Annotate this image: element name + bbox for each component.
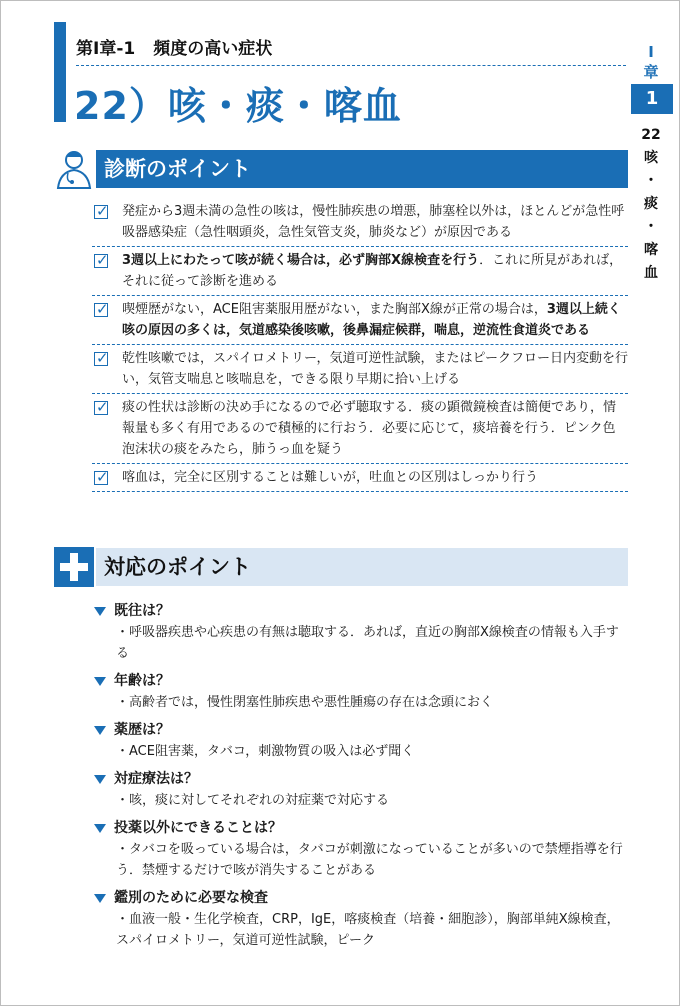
- diagnosis-text: 3週以上にわたって咳が続く場合は，必ず胸部X線検査を行う: [122, 253, 480, 268]
- side-section-char: ・: [644, 173, 658, 189]
- diagnosis-item: [92, 394, 628, 464]
- side-chapter-kanji: 章: [643, 63, 659, 81]
- response-item-body: ・高齢者では，慢性閉塞性肺疾患や悪性腫瘍の存在は念頭におく: [116, 695, 494, 710]
- response-item-body: ・咳，痰に対してそれぞれの対症薬で対応する: [116, 793, 390, 808]
- side-section-number: 22: [641, 127, 661, 143]
- response-item-title: [92, 768, 628, 790]
- checkbox-icon: [94, 401, 108, 415]
- response-item-title: [92, 670, 628, 692]
- divider: [76, 65, 626, 66]
- chapter-label: 第Ⅰ章-1: [76, 39, 136, 59]
- side-section-char: 咳: [644, 150, 658, 166]
- triangle-down-icon: [94, 824, 106, 833]
- side-chapter-roman: Ⅰ: [648, 43, 654, 61]
- plus-icon: [54, 547, 94, 587]
- chapter-heading: [76, 34, 272, 59]
- response-heading: 対応のポイント: [96, 548, 628, 586]
- response-item: [92, 719, 628, 762]
- response-item: [92, 768, 628, 811]
- triangle-down-icon: [94, 726, 106, 735]
- side-section-char: 痰: [644, 196, 658, 212]
- response-item: [92, 600, 628, 664]
- response-item-title-text: 対症療法は？: [114, 771, 198, 787]
- diagnosis-item: [92, 296, 628, 345]
- checkbox-icon: [94, 471, 108, 485]
- response-item: [92, 817, 628, 881]
- title-accent-bar: [54, 22, 66, 122]
- checkbox-icon: [94, 205, 108, 219]
- response-item-title-text: 鑑別のために必要な検査: [114, 890, 268, 906]
- diagnosis-item: [92, 464, 628, 492]
- response-item-title-text: 薬歴は？: [114, 722, 170, 738]
- response-item-title-text: 既往は？: [114, 603, 170, 619]
- response-item-title-text: 年齢は？: [114, 673, 170, 689]
- side-section-char: ・: [644, 219, 658, 235]
- response-item-body: ・タバコを吸っている場合は，タバコが刺激になっていることが多いので禁煙指導を行う．禁煙するだけで咳が消失することがある: [116, 842, 623, 878]
- side-section-label: [631, 124, 671, 285]
- doctor-icon: [54, 146, 94, 190]
- diagnosis-text: ．これに所見があれば，それに従って診断を進める: [122, 253, 623, 289]
- triangle-down-icon: [94, 775, 106, 784]
- side-chapter-label: [631, 42, 671, 82]
- response-list: [92, 600, 628, 957]
- diagnosis-text: 乾性咳嗽では，スパイロメトリー，気道可逆性試験，またはピークフロー日内変動を行い，気管支喘息と咳喘息を，できる限り早期に拾い上げる: [122, 351, 628, 387]
- diagnosis-item: [92, 345, 628, 394]
- response-item-title: [92, 600, 628, 622]
- diagnosis-text: 発症から3週未満の急性の咳は，慢性肺疾患の増悪，肺塞栓以外は，ほとんどが急性呼吸器感染症（急性咽頭炎，急性気管支炎，肺炎など）が原因である: [122, 204, 625, 240]
- page-title: 22）咳・痰・喀血: [74, 84, 402, 128]
- response-item-title: [92, 887, 628, 909]
- response-item-body: ・ACE阻害薬，タバコ，刺激物質の吸入は必ず聞く: [116, 744, 415, 759]
- response-item-body: ・血液一般・生化学検査，CRP，IgE，喀痰検査（培養・細胞診），胸部単純X線検査，スパイロメトリー，気道可逆性試験，ピーク: [116, 912, 620, 948]
- response-item-body: ・呼吸器疾患や心疾患の有無は聴取する．あれば，直近の胸部X線検査の情報も入手する: [116, 625, 619, 661]
- diagnosis-text: 痰の性状は診断の決め手になるので必ず聴取する．痰の顕微鏡検査は簡便であり，情報量も多く有用であるので積極的に行おう．必要に応じて，痰培養を行う．ピンク色泡沫状の痰をみたら，肺うっ血を疑う: [122, 400, 617, 457]
- side-section-char: 血: [644, 265, 658, 281]
- checkbox-icon: [94, 303, 108, 317]
- checkbox-icon: [94, 352, 108, 366]
- response-item-title: [92, 817, 628, 839]
- response-item: [92, 887, 628, 951]
- response-item-title-text: 投薬以外にできることは？: [114, 820, 282, 836]
- diagnosis-heading: 診断のポイント: [96, 150, 628, 188]
- diagnosis-item: [92, 198, 628, 247]
- triangle-down-icon: [94, 677, 106, 686]
- triangle-down-icon: [94, 607, 106, 616]
- checkbox-icon: [94, 254, 108, 268]
- triangle-down-icon: [94, 894, 106, 903]
- side-chapter-number: 1: [631, 84, 673, 114]
- diagnosis-item: [92, 247, 628, 296]
- response-item-title: [92, 719, 628, 741]
- chapter-section: 頻度の高い症状: [153, 39, 273, 59]
- response-item: [92, 670, 628, 713]
- diagnosis-text: 喫煙歴がない，ACE阻害薬服用歴がない，また胸部X線が正常の場合は，: [122, 302, 547, 317]
- side-section-char: 喀: [644, 242, 658, 258]
- diagnosis-list: [92, 198, 628, 492]
- diagnosis-text: 3週以上続く咳の原因の多くは，気道感染後咳嗽，後鼻漏症候群，喘息，逆流性食道炎である: [122, 302, 621, 338]
- diagnosis-text: 喀血は，完全に区別することは難しいが，吐血との区別はしっかり行う: [122, 470, 539, 485]
